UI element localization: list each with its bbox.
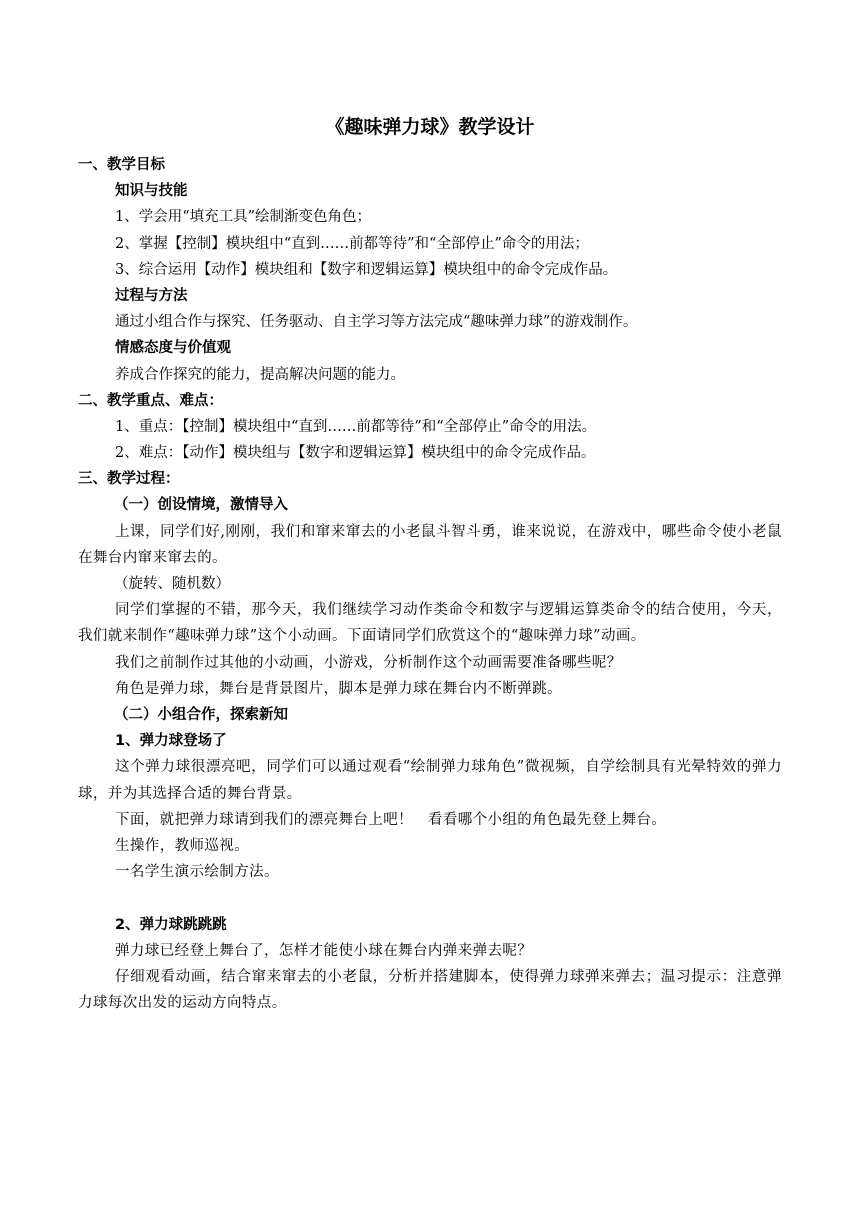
paragraph: 上课，同学们好,刚刚，我们和窜来窜去的小老鼠斗智斗勇，谁来说说，在游戏中，哪些命令使小老鼠在舞台内窜来窜去的。 <box>78 523 782 566</box>
section-heading-key-points: 二、教学重点、难点： <box>78 392 223 409</box>
emotion-text: 养成合作探究的能力，提高解决问题的能力。 <box>115 366 405 383</box>
document-title: 《趣味弹力球》教学设计 <box>325 116 535 138</box>
paragraph-note: （旋转、随机数） <box>114 576 230 593</box>
key-point-item: 1、重点：【控制】模块组中“直到……前都等待”和“全部停止”命令的用法。 <box>115 418 597 435</box>
paragraph: 这个弹力球很漂亮吧，同学们可以通过观看“绘制弹力球角色”微视频，自学绘制具有光晕特效的弹力球，并为其选择合适的舞台背景。 <box>78 759 782 802</box>
subheading-knowledge-skills: 知识与技能 <box>115 183 188 200</box>
subheading-emotion-values: 情感态度与价值观 <box>115 340 231 357</box>
paragraph: 同学们掌握的不错，那今天，我们继续学习动作类命令和数字与逻辑运算类命令的结合使用，今天，我们就来制作“趣味弹力球”这个小动画。下面请同学们欣赏这个的“趣味弹力球”动画。 <box>78 602 782 645</box>
knowledge-item: 2、掌握【控制】模块组中“直到……前都等待”和“全部停止”命令的用法； <box>115 235 589 252</box>
process-text: 通过小组合作与探究、任务驱动、自主学习等方法完成“趣味弹力球”的游戏制作。 <box>115 314 638 331</box>
step-heading-ball-appears: 1、弹力球登场了 <box>115 733 227 750</box>
paragraph: 一名学生演示绘制方法。 <box>115 864 279 881</box>
section-heading-objectives: 一、教学目标 <box>78 157 165 173</box>
paragraph: 下面，就把弹力球请到我们的漂亮舞台上吧！ 看看哪个小组的角色最先登上舞台。 <box>115 811 667 828</box>
subheading-process-methods: 过程与方法 <box>115 287 188 304</box>
step-heading-ball-jumps: 2、弹力球跳跳跳 <box>115 916 227 933</box>
section-heading-process: 三、教学过程： <box>78 471 180 488</box>
phase-heading-explore: （二）小组合作，探索新知 <box>114 707 288 724</box>
knowledge-item: 3、综合运用【动作】模块组和【数字和逻辑运算】模块组中的命令完成作品。 <box>115 261 618 278</box>
paragraph: 弹力球已经登上舞台了，怎样才能使小球在舞台内弹来弹去呢？ <box>115 942 533 959</box>
phase-heading-intro: （一）创设情境，激情导入 <box>114 497 288 514</box>
paragraph: 生操作，教师巡视。 <box>115 838 250 855</box>
paragraph: 我们之前制作过其他的小动画，小游戏，分析制作这个动画需要准备哪些呢？ <box>115 654 622 671</box>
knowledge-item: 1、学会用“填充工具”绘制渐变色角色； <box>115 209 372 226</box>
paragraph: 仔细观看动画，结合窜来窜去的小老鼠，分析并搭建脚本，使得弹力球弹来弹去；温习提示：注意弹力球每次出发的运动方向特点。 <box>78 969 782 1012</box>
document-body <box>78 152 782 1016</box>
key-point-item: 2、难点：【动作】模块组与【数字和逻辑运算】模块组中的命令完成作品。 <box>115 445 596 462</box>
paragraph: 角色是弹力球，舞台是背景图片，脚本是弹力球在舞台内不断弹跳。 <box>115 680 562 697</box>
blank-line <box>78 885 782 911</box>
